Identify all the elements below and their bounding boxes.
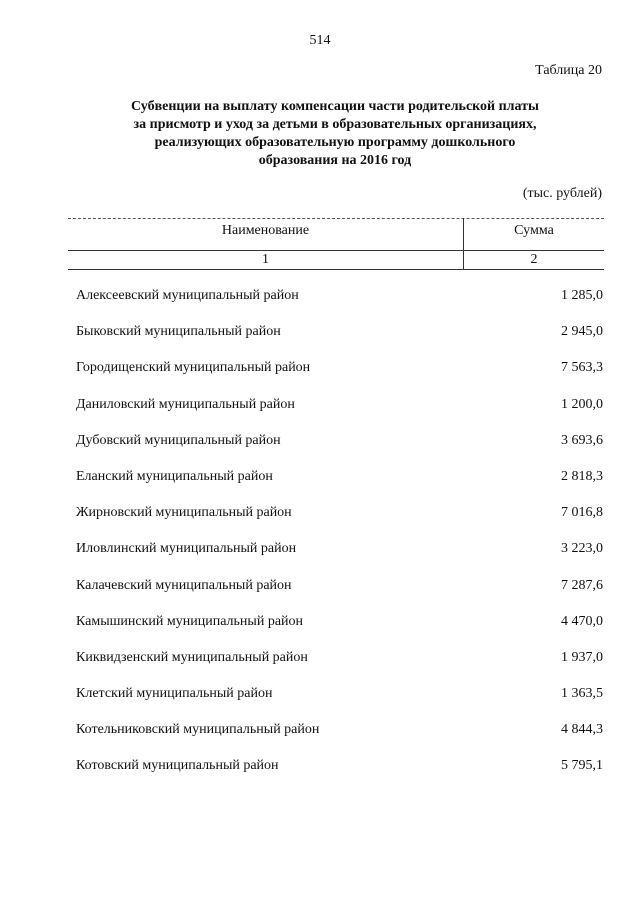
table-row <box>76 572 603 608</box>
district-name: Котельниковский муниципальный район <box>76 722 320 738</box>
district-sum: 4 844,3 <box>561 722 603 738</box>
district-sum: 7 287,6 <box>561 577 603 593</box>
table-row <box>76 608 603 644</box>
district-name: Быковский муниципальный район <box>76 324 281 340</box>
district-sum: 1 200,0 <box>561 396 603 412</box>
district-sum: 2 945,0 <box>561 324 603 340</box>
title-line: реализующих образовательную программу дошкольного <box>154 135 516 150</box>
district-name: Даниловский муниципальный район <box>76 396 295 412</box>
district-sum: 3 223,0 <box>561 541 603 557</box>
title-line: образования на 2016 год <box>258 153 412 168</box>
district-sum: 4 470,0 <box>561 613 603 629</box>
district-name: Котовский муниципальный район <box>76 758 279 774</box>
table-label: Таблица 20 <box>535 63 602 78</box>
district-name: Дубовский муниципальный район <box>76 432 281 448</box>
document-title <box>110 98 560 170</box>
table-row <box>76 644 603 680</box>
title-line: за присмотр и уход за детьми в образовательных организациях, <box>133 117 537 132</box>
district-sum: 5 795,1 <box>561 758 603 774</box>
table-row <box>76 680 603 716</box>
district-sum: 1 937,0 <box>561 649 603 665</box>
column-number-1: 1 <box>262 252 269 267</box>
district-name: Камышинский муниципальный район <box>76 613 304 629</box>
table-row <box>76 716 603 752</box>
district-sum: 3 693,6 <box>561 432 603 448</box>
district-name: Клетский муниципальный район <box>76 686 273 702</box>
district-name: Киквидзенский муниципальный район <box>76 649 308 665</box>
table-header-bottom-rule <box>68 269 604 270</box>
column-header-name: Наименование <box>221 223 310 238</box>
table-row <box>76 391 603 427</box>
table-row <box>76 499 603 535</box>
district-name: Алексеевский муниципальный район <box>76 288 299 303</box>
district-name: Городищенский муниципальный район <box>76 360 311 376</box>
district-sum: 1 363,5 <box>561 686 603 702</box>
district-sum: 2 818,3 <box>561 468 603 484</box>
table-row <box>76 282 603 318</box>
district-name: Иловлинский муниципальный район <box>76 541 297 557</box>
page-number: 514 <box>309 33 331 48</box>
header-divider-rule <box>68 250 604 251</box>
table-row <box>76 427 603 463</box>
title-line: Субвенции на выплату компенсации части родительской платы <box>131 99 539 114</box>
table-row <box>76 463 603 499</box>
column-number-2: 2 <box>530 252 538 267</box>
district-sum: 7 563,3 <box>561 360 603 376</box>
district-name: Калачевский муниципальный район <box>76 577 292 593</box>
table-row <box>76 318 603 354</box>
district-name: Жирновский муниципальный район <box>76 505 292 521</box>
district-name: Еланский муниципальный район <box>76 468 273 484</box>
table-row <box>76 535 603 571</box>
district-sum: 1 285,0 <box>561 288 603 303</box>
table-top-rule <box>68 218 604 219</box>
units-label: (тыс. рублей) <box>522 186 602 201</box>
table-row <box>76 752 603 788</box>
column-header-sum: Сумма <box>514 223 554 238</box>
table-row <box>76 354 603 390</box>
table-body <box>76 282 603 789</box>
district-sum: 7 016,8 <box>561 505 603 521</box>
